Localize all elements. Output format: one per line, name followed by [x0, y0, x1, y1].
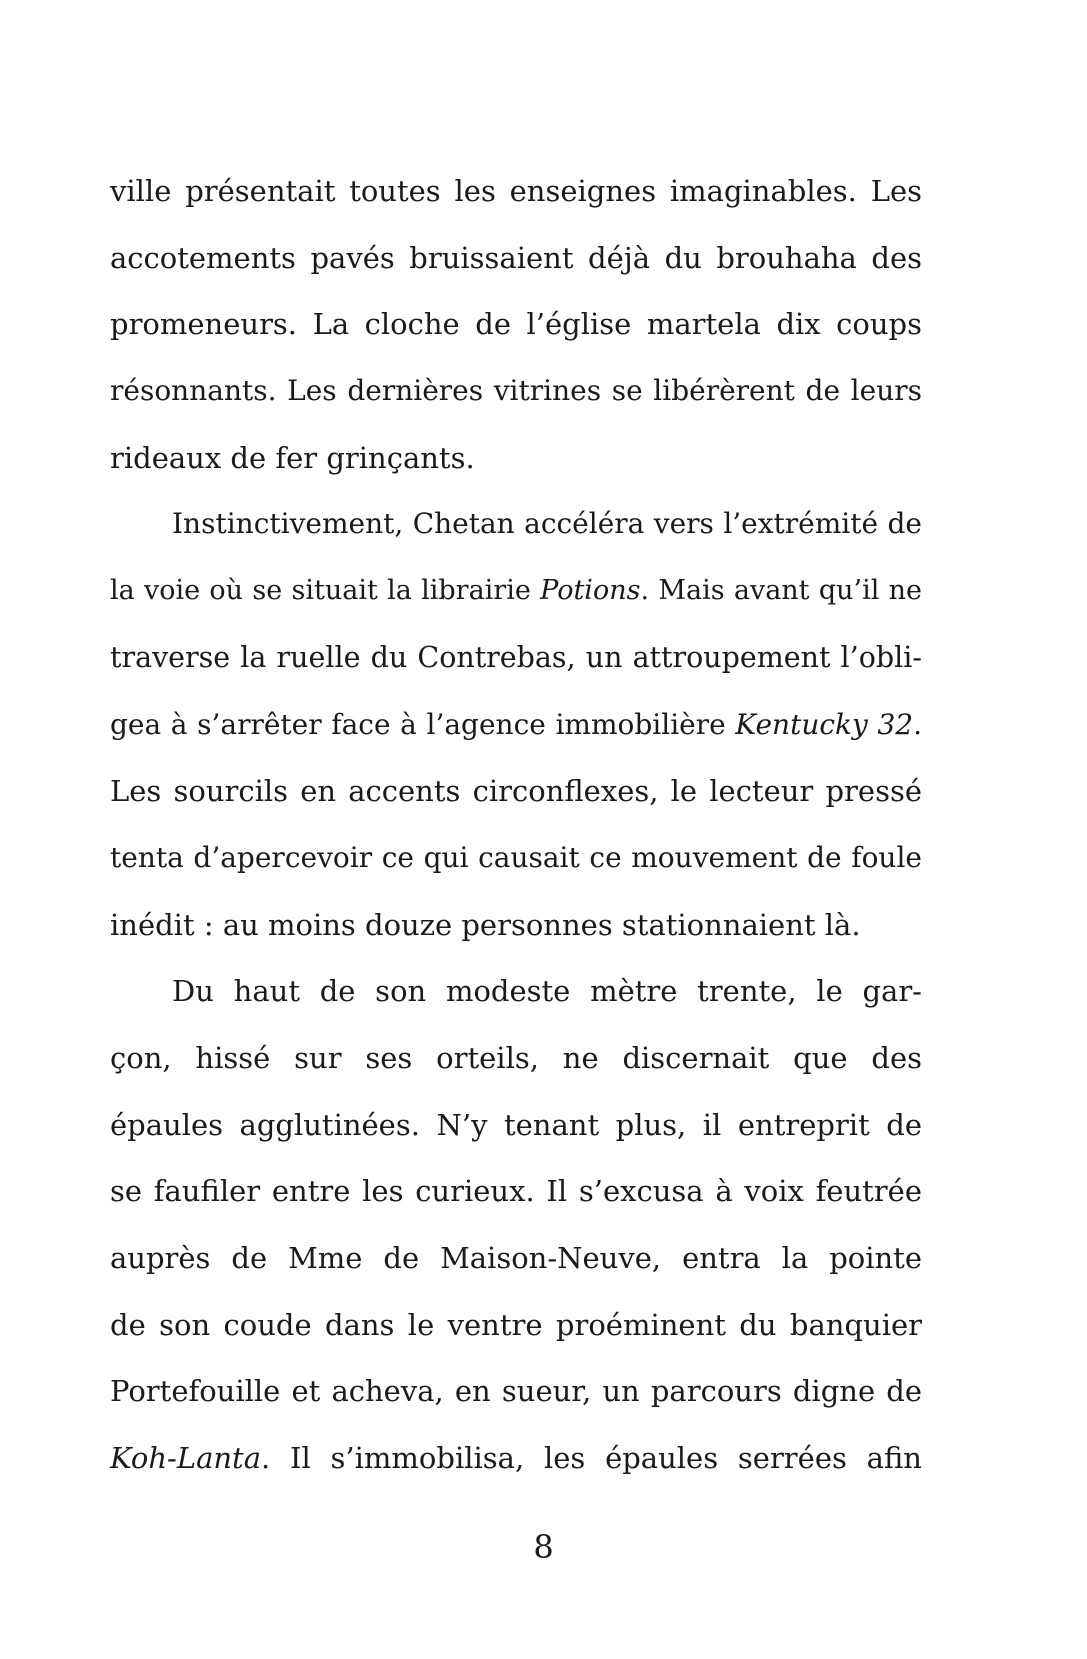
- text-line: [110, 1292, 922, 1359]
- text-line: [110, 958, 922, 1025]
- text-segment: . Il s’immobilisa, les épaules serrées afin: [261, 1441, 922, 1476]
- text-segment: épaules agglutinées. N’y tenant plus, il entreprit de: [110, 1107, 922, 1142]
- italic-text: Potions: [540, 575, 641, 607]
- text-segment: . Mais avant qu’il ne: [640, 575, 923, 607]
- text-line: [110, 1158, 922, 1225]
- text-segment: de son coude dans le ventre proéminent du banquier: [110, 1307, 922, 1342]
- text-segment: Du haut de son modeste mètre trente, le gar-: [172, 974, 922, 1009]
- text-segment: accotements pavés bruissaient déjà du brouhaha des: [110, 240, 922, 275]
- text-line: [110, 1025, 922, 1092]
- text-segment: auprès de Mme de Maison-Neuve, entra la pointe: [110, 1241, 922, 1275]
- text-line: [110, 892, 922, 959]
- italic-text: Kentucky 32: [735, 707, 914, 741]
- text-line: [110, 1225, 922, 1292]
- text-line: [110, 825, 922, 892]
- text-line: [110, 225, 922, 292]
- page-number: 8: [533, 1528, 554, 1566]
- text-line: [110, 1425, 922, 1492]
- text-segment: la voie où se situait la librairie: [110, 575, 541, 607]
- text-segment: ville présentait toutes les enseignes imaginables. Les: [110, 174, 922, 208]
- text-line: [110, 758, 922, 825]
- text-line: [110, 558, 922, 625]
- text-line: [110, 425, 922, 492]
- paragraph: [110, 491, 922, 958]
- text-segment: résonnants. Les dernières vitrines se libérèrent de leurs: [110, 374, 922, 408]
- text-line: [110, 291, 922, 358]
- text-line: [110, 491, 922, 558]
- text-line: [110, 625, 922, 692]
- text-line: [110, 1092, 922, 1159]
- text-segment: Les sourcils en accents circonflexes, le lecteur pressé: [110, 774, 922, 809]
- text-segment: traverse la ruelle du Contrebas, un attroupement l’obli-: [110, 640, 922, 674]
- text-line: [110, 358, 922, 425]
- text-line: [110, 158, 922, 225]
- text-segment: çon, hissé sur ses orteils, ne discernait que des: [110, 1040, 922, 1075]
- text-segment: promeneurs. La cloche de l’église martela dix coups: [110, 307, 922, 342]
- text-line: [110, 692, 922, 759]
- paragraph: [110, 158, 922, 491]
- text-segment: rideaux de fer grinçants.: [110, 440, 475, 475]
- page-body: [110, 158, 922, 1492]
- text-segment: inédit : au moins douze personnes stationnaient là.: [110, 907, 861, 942]
- text-segment: se faufiler entre les curieux. Il s’excusa à voix feutrée: [110, 1174, 922, 1209]
- italic-text: Koh-Lanta: [110, 1441, 261, 1476]
- text-line: [110, 1358, 922, 1425]
- paragraph: [110, 958, 922, 1492]
- text-segment: .: [913, 707, 922, 741]
- text-segment: Instinctivement, Chetan accéléra vers l’extrémité de: [172, 507, 922, 541]
- text-segment: tenta d’apercevoir ce qui causait ce mouvement de foule: [110, 840, 922, 874]
- text-segment: gea à s’arrêter face à l’agence immobilière: [110, 707, 736, 741]
- text-segment: Portefouille et acheva, en sueur, un parcours digne de: [110, 1374, 922, 1409]
